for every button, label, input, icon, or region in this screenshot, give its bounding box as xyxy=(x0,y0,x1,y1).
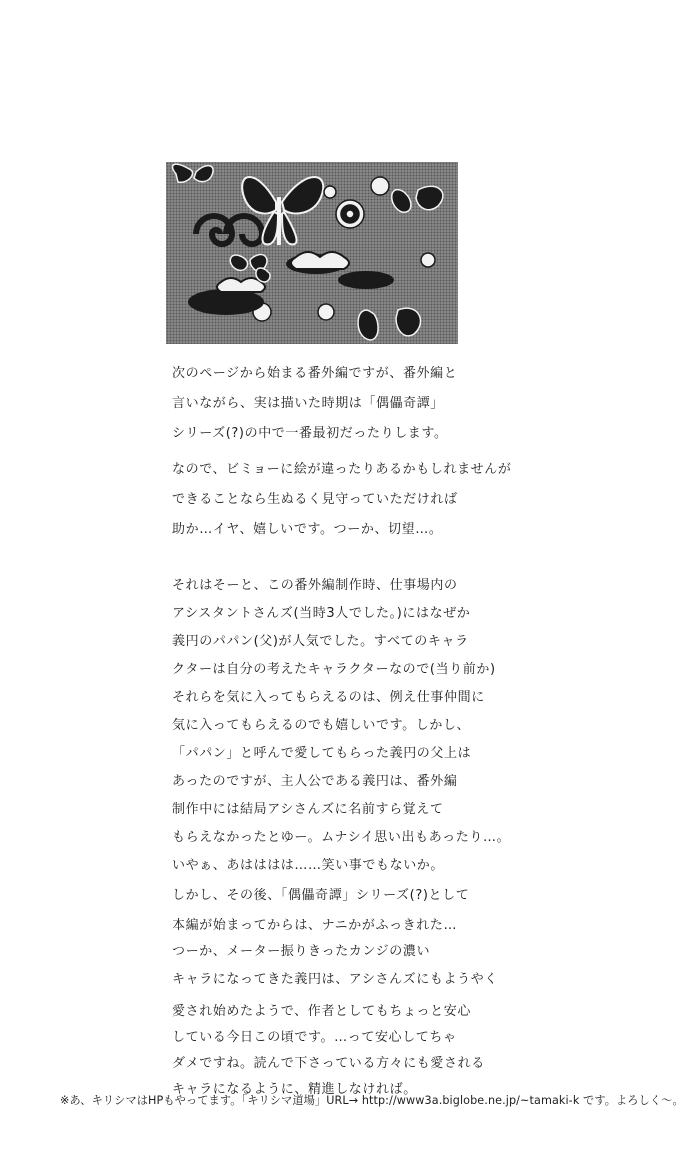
text-line: つーか、メーター振りきったカンジの濃い xyxy=(172,944,431,959)
cloud-swirl-motif xyxy=(196,216,262,244)
text-line: いやぁ、あはははは……笑い事でもないか。 xyxy=(172,858,445,873)
text-line: 次のページから始まる番外編ですが、番外編と xyxy=(172,366,458,381)
text-line: ダメですね。読んで下さっている方々にも愛される xyxy=(172,1056,485,1071)
text-line: 制作中には結局アシさんズに名前すら覚えて xyxy=(172,802,444,817)
text-line: 「パパン」と呼んで愛してもらった義円の父上は xyxy=(172,746,472,761)
text-line: もらえなかったとゆー。ムナシイ思い出もあったり…。 xyxy=(172,830,511,845)
butterfly-bottomright xyxy=(358,308,420,340)
butterfly-pattern-illustration xyxy=(166,162,458,344)
text-line: 助か…イヤ、嬉しいです。つーか、切望…。 xyxy=(172,522,443,537)
text-line: している今日この頃です。…って安心してちゃ xyxy=(172,1030,457,1045)
illustration-drawing xyxy=(166,162,458,344)
butterfly-large xyxy=(242,177,323,245)
text-line: シリーズ(?)の中で一番最初だったりします。 xyxy=(172,426,448,441)
butterfly-right xyxy=(392,186,443,212)
text-line: アシスタントさんズ(当時3人でした。)にはなぜか xyxy=(172,606,471,621)
text-line: できることなら生ぬるく見守っていただければ xyxy=(172,492,458,507)
text-line: それらを気に入ってもらえるのは、例え仕事仲間に xyxy=(172,690,485,705)
footnote-homepage-url: ※あ、キリシマはHPもやってます。「キリシマ道場」URL→ http://www3a.biglobe.ne.jp/~tamaki-k です。よろしく〜。 xyxy=(60,1093,684,1107)
butterfly-small-topleft xyxy=(172,164,213,182)
text-line: 本編が始まってからは、ナニかがふっきれた… xyxy=(172,918,458,933)
text-line: 義円のパパン(父)が人気でした。すべてのキャラ xyxy=(172,634,469,649)
text-line: 愛され始めたようで、作者としてもちょっと安心 xyxy=(172,1004,471,1019)
text-line: なので、ビミョーに絵が違ったりあるかもしれませんが xyxy=(172,462,512,477)
chrysanthemum-flower xyxy=(336,200,364,228)
text-line: キャラになってきた義円は、アシさんズにもようやく xyxy=(172,972,498,987)
text-line: あったのですが、主人公である義円は、番外編 xyxy=(172,774,458,789)
text-line: 言いながら、実は描いた時期は「偶儡奇譚」 xyxy=(172,396,445,411)
text-line: しかし、その後、「偶儡奇譚」シリーズ(?)として xyxy=(172,888,470,903)
butterfly-midright xyxy=(256,268,270,282)
text-line: 気に入ってもらえるのでも嬉しいです。しかし、 xyxy=(172,718,471,733)
text-line: それはそーと、この番外編制作時、仕事場内の xyxy=(172,578,458,593)
text-line: クターは自分の考えたキャラクターなので(当り前か) xyxy=(172,662,496,677)
text-line: キャラになるように、精進しなければ。 xyxy=(172,1082,417,1097)
